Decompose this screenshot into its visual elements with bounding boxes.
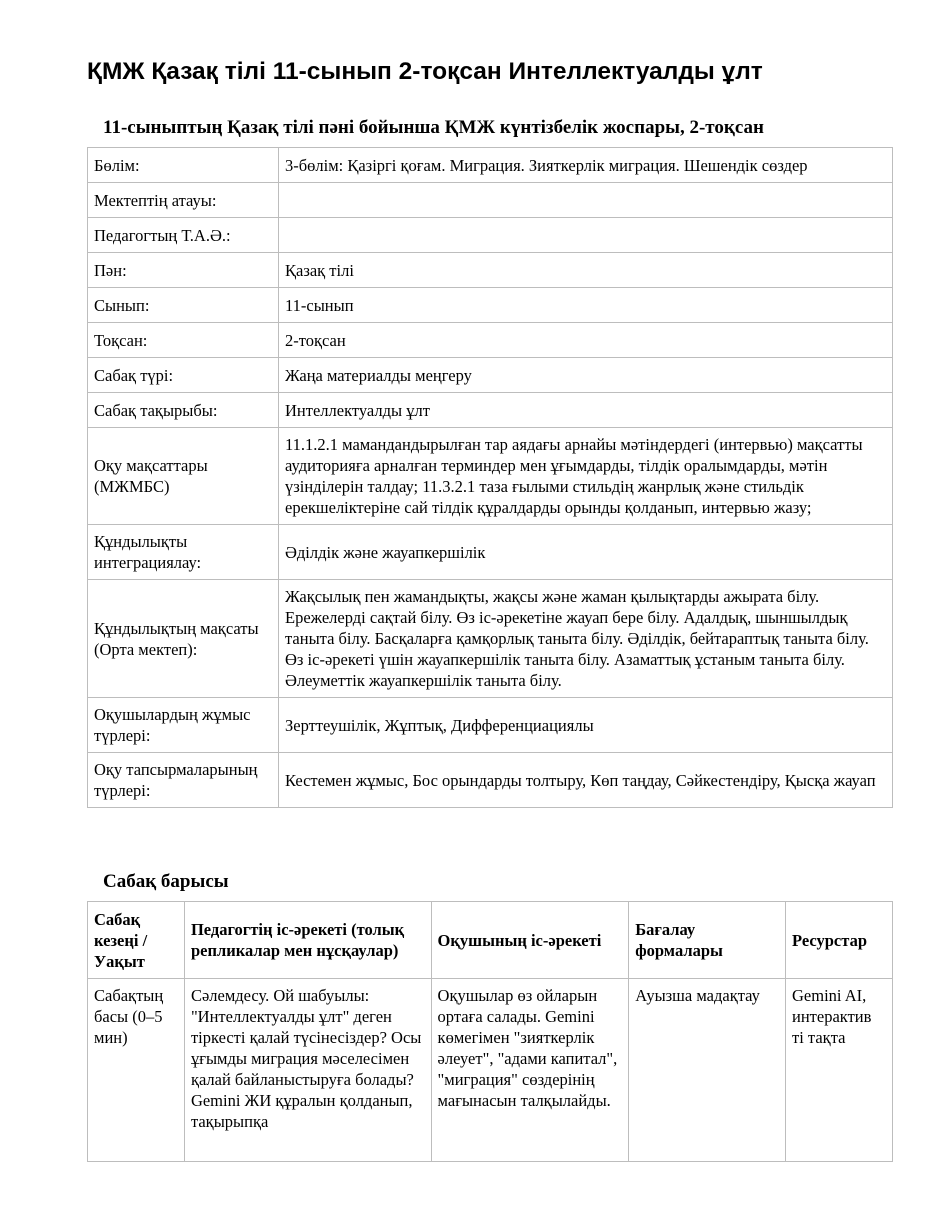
info-row-quarter (88, 323, 893, 358)
column-header-student-activity: Оқушының іс-әрекеті (431, 902, 629, 979)
info-row-task-types (88, 753, 893, 808)
info-row-value-goal (88, 580, 893, 698)
info-label: Мектептің атауы: (88, 183, 279, 218)
info-row-lesson-topic (88, 393, 893, 428)
column-header-assessment: Бағалау формалары (629, 902, 786, 979)
info-value: Интеллектуалды ұлт (279, 393, 893, 428)
info-label: Пән: (88, 253, 279, 288)
info-label: Құндылықтың мақсаты (Орта мектеп): (88, 580, 279, 698)
plan-heading: 11-сыныптың Қазақ тілі пәні бойынша ҚМЖ күнтізбелік жоспары, 2-тоқсан (103, 117, 764, 138)
info-value (279, 183, 893, 218)
info-label: Оқу тапсырмаларының түрлері: (88, 753, 279, 808)
column-header-stage: Сабақ кезеңі / Уақыт (88, 902, 185, 979)
info-value: 3-бөлім: Қазіргі қоғам. Миграция. Зияткерлік миграция. Шешендік сөздер (279, 148, 893, 183)
info-label: Бөлім: (88, 148, 279, 183)
info-value: 2-тоқсан (279, 323, 893, 358)
info-label: Сабақ тақырыбы: (88, 393, 279, 428)
info-value: Қазақ тілі (279, 253, 893, 288)
info-label: Тоқсан: (88, 323, 279, 358)
info-value: Жақсылық пен жамандықты, жақсы және жаман қылықтарды ажырата білу. Ережелерді сақтай білу. Өз іс-әрекетіне жауап бере білу. Адалдық, шыншылдық таныта білу. Басқаларға қамқорлық таныта білу. Әділдік, бейтараптық таныта білу. Өз іс-әрекеті үшін жауапкершілік таныта білу. Азаматтық ұстаным таныта білу. Әлеуметтік жауапкершілік таныта білу. (279, 580, 893, 698)
info-value: Әділдік және жауапкершілік (279, 525, 893, 580)
info-row-grade (88, 288, 893, 323)
info-row-learning-objectives (88, 428, 893, 525)
info-row-teacher (88, 218, 893, 253)
cell-resources: Gemini AI, интерактив ті тақта (786, 979, 893, 1162)
info-row-school (88, 183, 893, 218)
column-header-teacher-activity: Педагогтің іс-әрекеті (толық репликалар мен нұсқаулар) (184, 902, 431, 979)
cell-stage: Сабақтың басы (0–5 мин) (88, 979, 185, 1162)
lesson-info-table (87, 147, 893, 808)
info-row-lesson-type (88, 358, 893, 393)
info-value (279, 218, 893, 253)
info-value: Зерттеушілік, Жұптық, Дифференциациялы (279, 698, 893, 753)
info-row-subject (88, 253, 893, 288)
info-label: Сабақ түрі: (88, 358, 279, 393)
lesson-process-table (87, 901, 893, 1162)
info-label: Сынып: (88, 288, 279, 323)
lesson-progress-heading: Сабақ барысы (103, 871, 229, 892)
info-row-value-integration (88, 525, 893, 580)
page-title: ҚМЖ Қазақ тілі 11-сынып 2-тоқсан Интеллектуалды ұлт (87, 58, 763, 85)
table-header-row (88, 902, 893, 979)
info-row-section (88, 148, 893, 183)
info-label: Оқушылардың жұмыс түрлері: (88, 698, 279, 753)
table-row (88, 979, 893, 1162)
info-value: 11.1.2.1 мамандандырылған тар аядағы арнайы мәтіндердегі (интервью) мақсатты аудиторияға арналған терминдер мен ұғымдарды, тілдік оралымдарды, мәтін үзінділерін талдау; 11.3.2.1 таза ғылыми стильдің жанрлық және стильдік ерекшеліктеріне сай тілдік құралдарды орынды қолданып, интервью жазу; (279, 428, 893, 525)
info-value: 11-сынып (279, 288, 893, 323)
cell-assessment: Ауызша мадақтау (629, 979, 786, 1162)
info-label: Оқу мақсаттары (МЖМБС) (88, 428, 279, 525)
cell-student-activity: Оқушылар өз ойларын ортаға салады. Gemini көмегімен "зияткерлік әлеует", "адами капитал", "миграция" сөздерінің мағынасын талқылайды. (431, 979, 629, 1162)
info-value: Кестемен жұмыс, Бос орындарды толтыру, Көп таңдау, Сәйкестендіру, Қысқа жауап (279, 753, 893, 808)
info-label: Құндылықты интеграциялау: (88, 525, 279, 580)
column-header-resources: Ресурстар (786, 902, 893, 979)
info-value: Жаңа материалды меңгеру (279, 358, 893, 393)
cell-teacher-activity: Сәлемдесу. Ой шабуылы: "Интеллектуалды ұлт" деген тіркесті қалай түсінесіздер? Осы ұғымды миграция мәселесімен қалай байланыстыруға болады? Gemini ЖИ құралын қолданып, тақырыпқа (184, 979, 431, 1162)
info-label: Педагогтың Т.А.Ә.: (88, 218, 279, 253)
info-row-work-types (88, 698, 893, 753)
